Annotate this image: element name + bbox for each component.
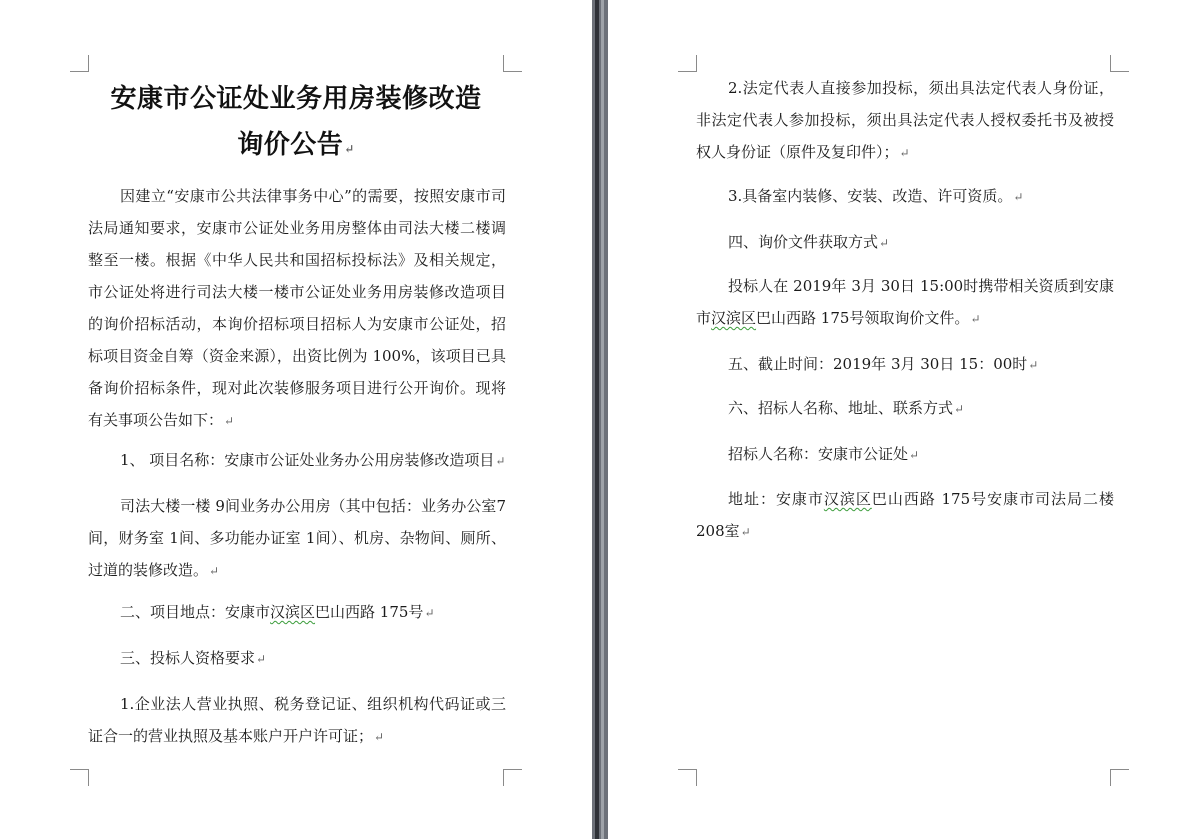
item2-paragraph bbox=[88, 596, 506, 629]
item1-text: 1、 项目名称：安康市公证处业务办公用房装修改造项目 bbox=[120, 451, 495, 469]
address-text: 地址：安康市 bbox=[728, 490, 824, 508]
paragraph-mark: ↵ bbox=[970, 312, 981, 326]
section4-heading bbox=[696, 226, 1114, 259]
section4-text: 四、询价文件获取方式 bbox=[728, 233, 879, 251]
paragraph-mark: ↵ bbox=[209, 564, 220, 578]
section4-detail-suffix: 巴山西路 175号领取询价文件。 bbox=[756, 309, 970, 327]
paragraph-mark: ↵ bbox=[740, 525, 751, 539]
section6-heading bbox=[696, 392, 1114, 425]
requirement3-text: 3.具备室内装修、安装、改造、许可资质。 bbox=[728, 187, 1013, 205]
tenderer-name-paragraph bbox=[696, 438, 1114, 471]
paragraph-mark: ↵ bbox=[1028, 358, 1039, 372]
item2-text-suffix: 巴山西路 175号 bbox=[315, 603, 424, 621]
document-page-left bbox=[0, 0, 592, 839]
page-separator bbox=[592, 0, 608, 839]
paragraph-mark: ↵ bbox=[424, 606, 435, 620]
section4-detail-text: 投标人在 2019年 3月 30日 15:00时携带相关资质到安康市 bbox=[696, 277, 1114, 327]
paragraph-mark: ↵ bbox=[344, 142, 355, 156]
page-corner-mark bbox=[503, 769, 522, 786]
spellcheck-word: 汉滨区 bbox=[711, 309, 757, 327]
item1-detail-paragraph bbox=[88, 490, 506, 587]
page-corner-mark bbox=[503, 55, 522, 72]
page-corner-mark bbox=[678, 769, 697, 786]
requirement1-paragraph bbox=[88, 688, 506, 753]
requirement3-paragraph bbox=[696, 180, 1114, 213]
tenderer-name-text: 招标人名称：安康市公证处 bbox=[728, 445, 909, 463]
page-corner-mark bbox=[70, 769, 89, 786]
title-text: 询价公告 bbox=[237, 130, 344, 160]
intro-paragraph bbox=[88, 180, 506, 437]
item1-paragraph bbox=[88, 444, 506, 477]
document-title-line1 bbox=[80, 78, 512, 115]
paragraph-mark: ↵ bbox=[224, 414, 235, 428]
paragraph-mark: ↵ bbox=[1013, 190, 1024, 204]
spellcheck-word: 汉滨区 bbox=[823, 490, 872, 508]
address-paragraph bbox=[696, 483, 1114, 548]
item2-text: 二、项目地点：安康市 bbox=[120, 603, 271, 621]
item1-detail-text: 司法大楼一楼 9间业务办公用房（其中包括：业务办公室7间，财务室 1间、多功能办证室 1间）、机房、杂物间、厕所、过道的装修改造。 bbox=[88, 497, 506, 579]
requirement1-text: 1.企业法人营业执照、税务登记证、组织机构代码证或三证合一的营业执照及基本账户开户许可证； bbox=[88, 695, 506, 745]
section6-text: 六、招标人名称、地址、联系方式 bbox=[728, 399, 954, 417]
requirement2-paragraph bbox=[696, 72, 1114, 169]
paragraph-mark: ↵ bbox=[495, 454, 506, 468]
document-title-line2 bbox=[80, 124, 512, 161]
page-corner-mark bbox=[678, 55, 697, 72]
page-corner-mark bbox=[1110, 55, 1129, 72]
paragraph-mark: ↵ bbox=[256, 652, 267, 666]
paragraph-mark: ↵ bbox=[374, 730, 385, 744]
address-text-suffix: 巴山西路 175号安康市司法局二楼 208室 bbox=[696, 490, 1114, 540]
requirement2-text: 2.法定代表人直接参加投标，须出具法定代表人身份证，非法定代表人参加投标，须出具法定代表人授权委托书及被授权人身份证（原件及复印件）； bbox=[696, 79, 1114, 161]
item3-text: 三、投标人资格要求 bbox=[120, 649, 256, 667]
section5-text: 五、截止时间：2019年 3月 30日 15：00时 bbox=[728, 355, 1028, 373]
title-text: 安康市公证处业务用房装修改造 bbox=[110, 84, 482, 114]
page-corner-mark bbox=[70, 55, 89, 72]
paragraph-mark: ↵ bbox=[954, 402, 965, 416]
paragraph-mark: ↵ bbox=[899, 146, 910, 160]
paragraph-mark: ↵ bbox=[909, 448, 920, 462]
section4-paragraph bbox=[696, 270, 1114, 335]
intro-text: 因建立“安康市公共法律事务中心”的需要，按照安康市司法局通知要求，安康市公证处业务用房整体由司法大楼二楼调整至一楼。根据《中华人民共和国招标投标法》及相关规定，市公证处将进行司法大楼一楼市公证处业务用房装修改造项目的询价招标活动，本询价招标项目招标人为安康市公证处，招标项目资金自筹（资金来源），出资比例为 100%，该项目已具备询价招标条件，现对此次装修服务项目进行公开询价。现将有关事项公告如下： bbox=[88, 187, 506, 429]
spellcheck-word: 汉滨区 bbox=[270, 603, 316, 621]
section5-paragraph bbox=[696, 348, 1114, 381]
paragraph-mark: ↵ bbox=[879, 236, 890, 250]
item3-paragraph bbox=[88, 642, 506, 675]
page-corner-mark bbox=[1110, 769, 1129, 786]
